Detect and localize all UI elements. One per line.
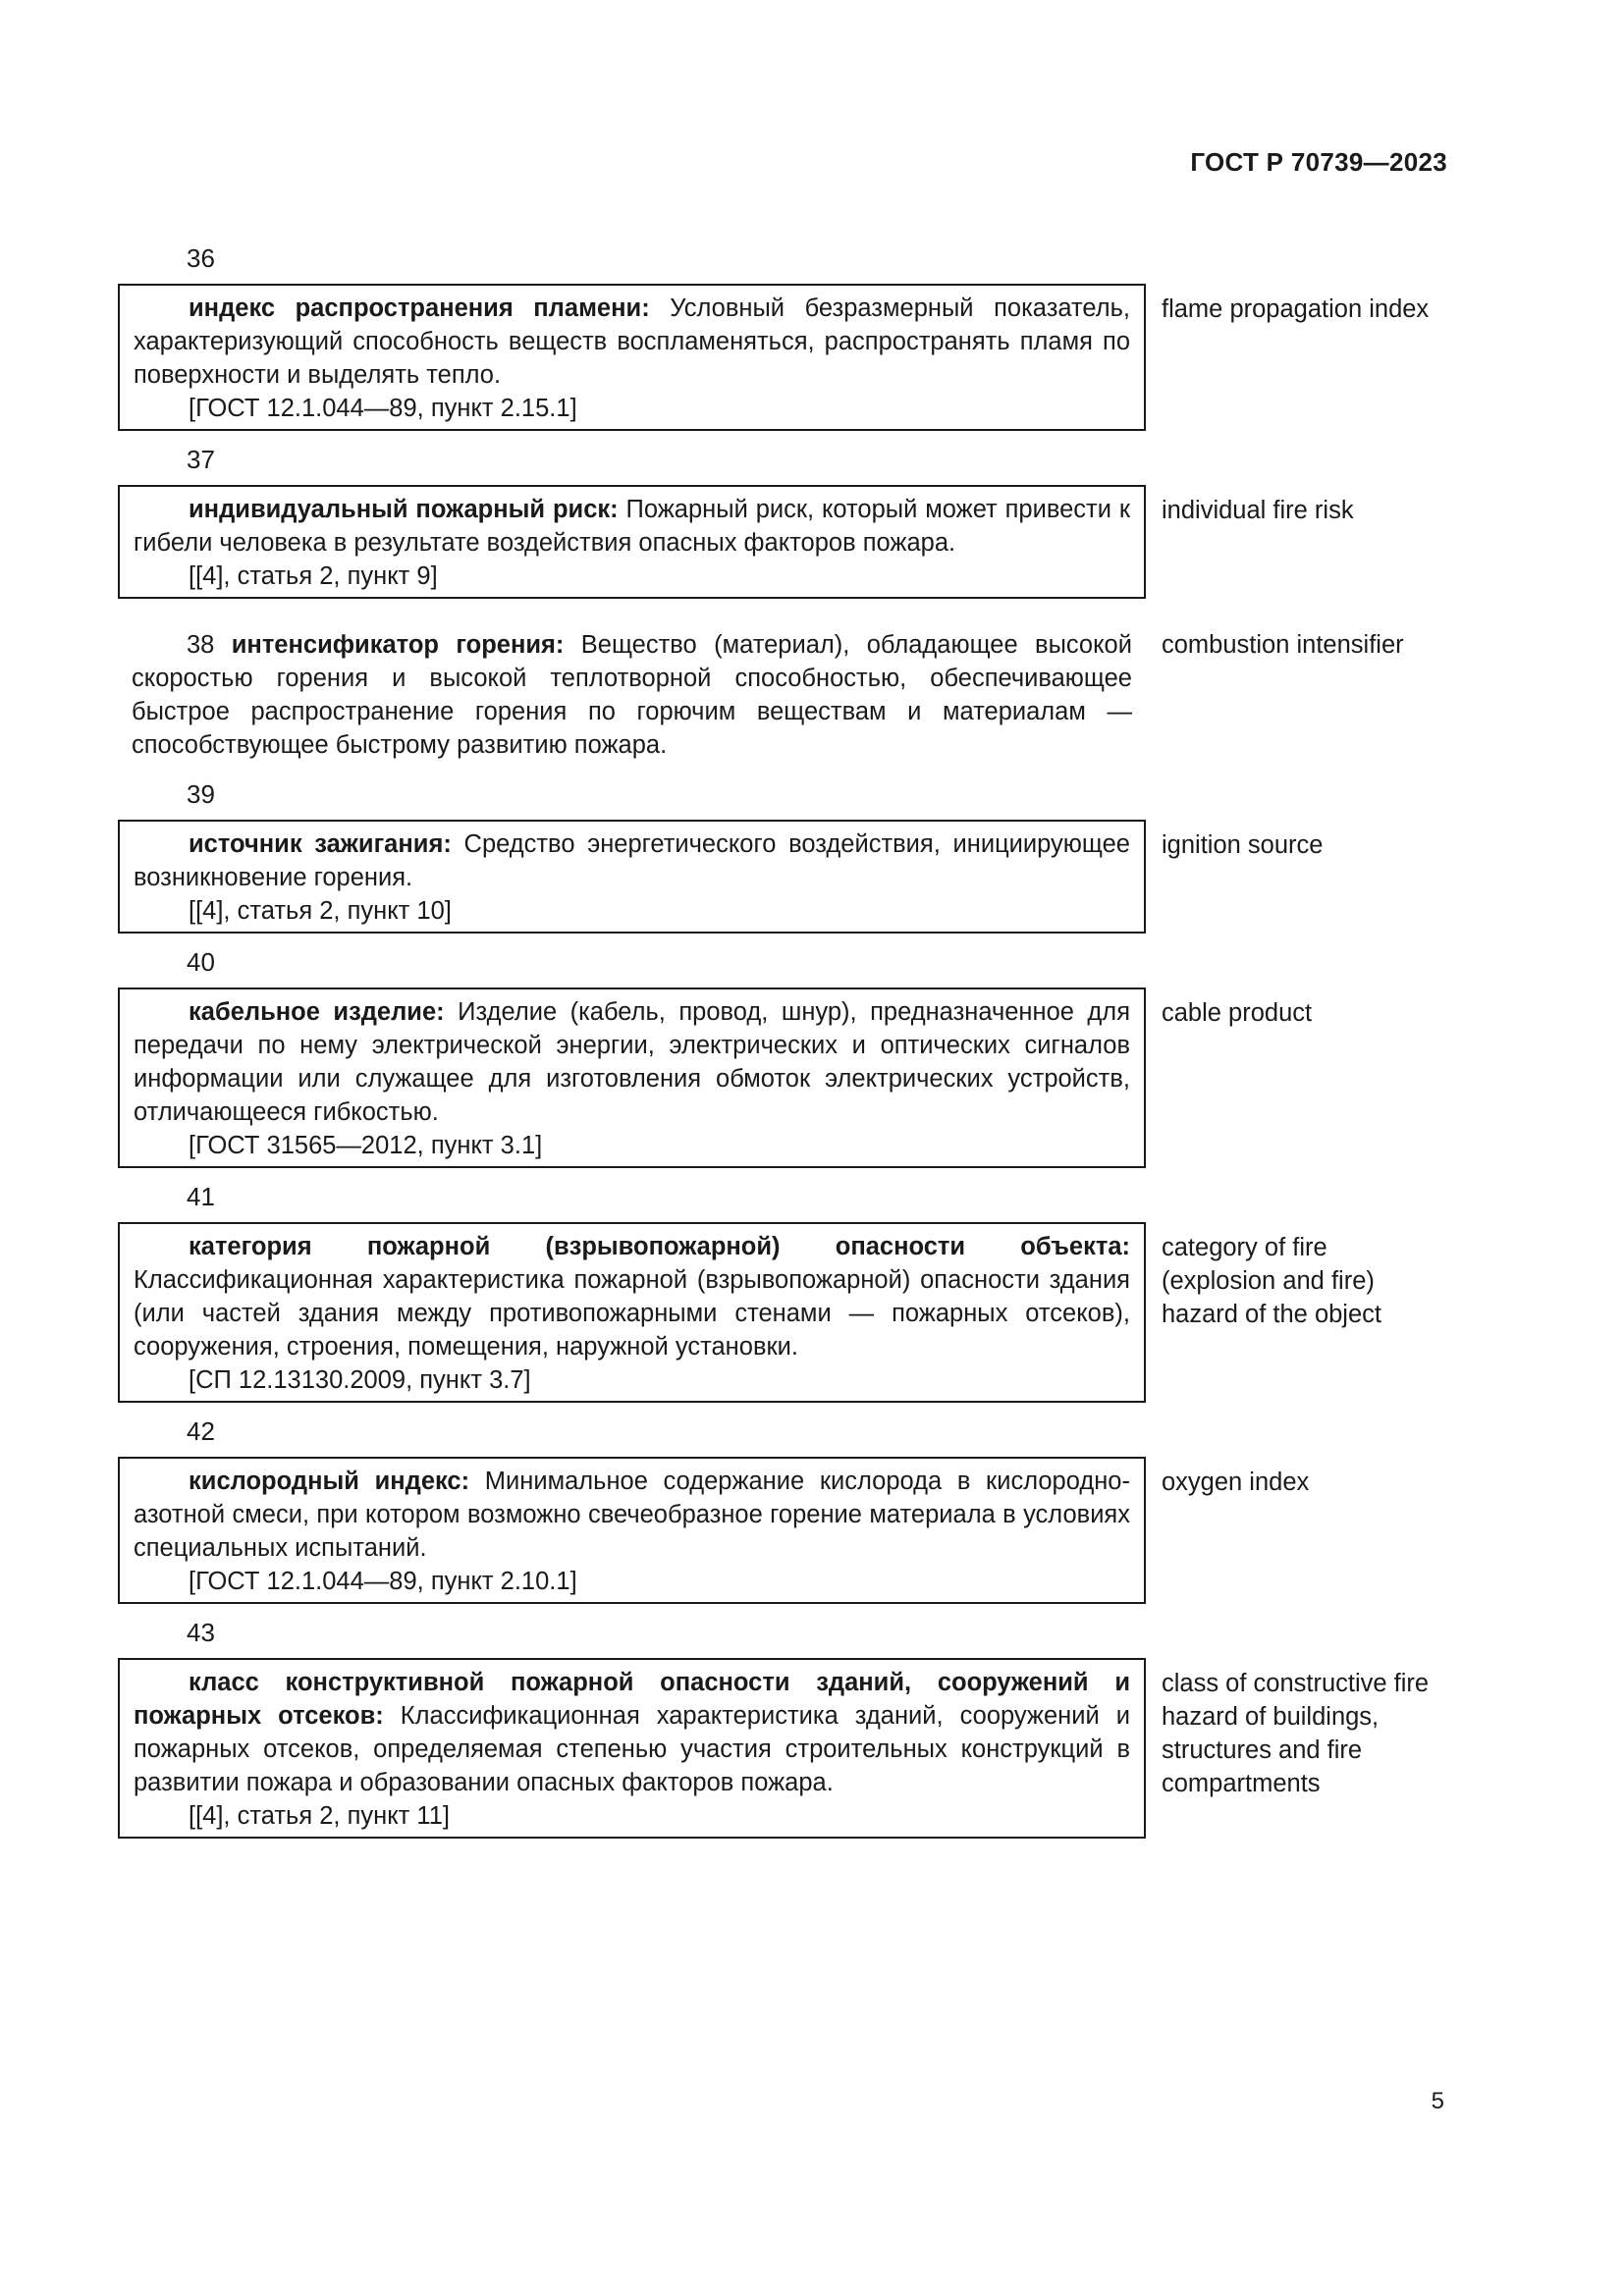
term-entry-box <box>118 485 1146 599</box>
term-number: 41 <box>187 1182 215 1211</box>
term-source: [[4], статья 2, пункт 10] <box>189 897 452 925</box>
term-number: 43 <box>187 1618 215 1647</box>
term-entry-box <box>118 284 1146 431</box>
term-definition: Условный безразмерный показатель, характеризующий способность веществ воспламеняться, распространять пламя по поверхности и выделять тепло. <box>134 294 1130 389</box>
term-entry-box <box>118 1658 1146 1839</box>
term-ru: кислородный индекс: <box>189 1468 470 1495</box>
term-en: category of fire (explosion and fire) hazard of the object <box>1162 1234 1381 1328</box>
term-definition-paragraph <box>134 1666 1130 1799</box>
term-definition-paragraph <box>134 828 1130 894</box>
term-number: 36 <box>187 243 215 273</box>
term-ru: индекс распространения пламени: <box>189 294 650 322</box>
term-source: [ГОСТ 12.1.044—89, пункт 2.15.1] <box>189 395 577 422</box>
term-entry-box <box>118 1457 1146 1604</box>
term-definition: Средство энергетического воздействия, инициирующее возникновение горения. <box>134 830 1130 891</box>
term-en: individual fire risk <box>1162 497 1354 524</box>
term-definition-paragraph <box>134 1230 1130 1363</box>
term-number: 40 <box>187 947 215 977</box>
term-definition: Изделие (кабель, провод, шнур), предназначенное для передачи по нему электрической энергии, электрических и оптических сигналов информации или служащее для изготовления обмоток электрических устройств, отличающееся гибкостью. <box>134 998 1130 1126</box>
term-ru: интенсификатор горения: <box>231 631 565 659</box>
term-source: [ГОСТ 12.1.044—89, пункт 2.10.1] <box>189 1568 577 1595</box>
page-number: 5 <box>1431 2088 1444 2114</box>
term-source: [ГОСТ 31565—2012, пункт 3.1] <box>189 1132 543 1159</box>
term-entry-box <box>118 820 1146 934</box>
term-entry-box <box>118 1222 1146 1403</box>
term-definition-paragraph <box>134 995 1130 1129</box>
term-definition: Вещество (материал), обладающее высокой скоростью горения и высокой теплотворной способностью, обеспечивающее быстрое распространение горения по горючим веществам и материалам — способствующее быстрому развитию пожара. <box>132 631 1132 759</box>
term-source: [[4], статья 2, пункт 9] <box>189 562 438 590</box>
term-en: flame propagation index <box>1162 295 1430 323</box>
term-entry-plain <box>132 628 1132 762</box>
term-number: 38 <box>187 631 215 659</box>
term-number: 39 <box>187 779 215 809</box>
term-ru: источник зажигания: <box>189 830 452 858</box>
term-en: cable product <box>1162 999 1313 1027</box>
term-definition: Пожарный риск, который может привести к гибели человека в результате воздействия опасных факторов пожара. <box>134 496 1130 557</box>
term-number: 42 <box>187 1416 215 1446</box>
term-ru: категория пожарной (взрывопожарной) опасности объекта: <box>189 1233 1130 1260</box>
term-definition: Классификационная характеристика зданий, сооружений и пожарных отсеков, определяемая степенью участия строительных конструкций в развитии пожара и образовании опасных факторов пожара. <box>134 1702 1130 1796</box>
term-en: combustion intensifier <box>1162 631 1404 659</box>
term-source: [[4], статья 2, пункт 11] <box>189 1802 450 1830</box>
term-ru: индивидуальный пожарный риск: <box>189 496 619 523</box>
term-definition-paragraph <box>134 493 1130 560</box>
term-entry-box <box>118 988 1146 1168</box>
term-definition: Классификационная характеристика пожарной (взрывопожарной) опасности здания (или частей здания между противопожарными стенами — пожарных отсеков), сооружения, строения, помещения, наружной установки. <box>134 1266 1130 1361</box>
term-definition: Минимальное содержание кислорода в кислородно-азотной смеси, при котором возможно свечеобразное горение материала в условиях специальных испытаний. <box>134 1468 1130 1562</box>
term-definition-paragraph <box>134 1465 1130 1565</box>
term-number: 37 <box>187 445 215 474</box>
standard-code: ГОСТ Р 70739—2023 <box>1190 147 1447 177</box>
term-en: oxygen index <box>1162 1468 1310 1496</box>
term-ru: класс конструктивной пожарной опасности зданий, сооружений и пожарных отсеков: <box>134 1669 1130 1730</box>
term-en: class of constructive fire hazard of buildings, structures and fire compartments <box>1162 1670 1430 1797</box>
term-definition-paragraph <box>134 292 1130 392</box>
term-ru: кабельное изделие: <box>189 998 445 1026</box>
term-source: [СП 12.13130.2009, пункт 3.7] <box>189 1366 531 1394</box>
term-definition-paragraph <box>132 628 1132 762</box>
term-en: ignition source <box>1162 831 1324 859</box>
